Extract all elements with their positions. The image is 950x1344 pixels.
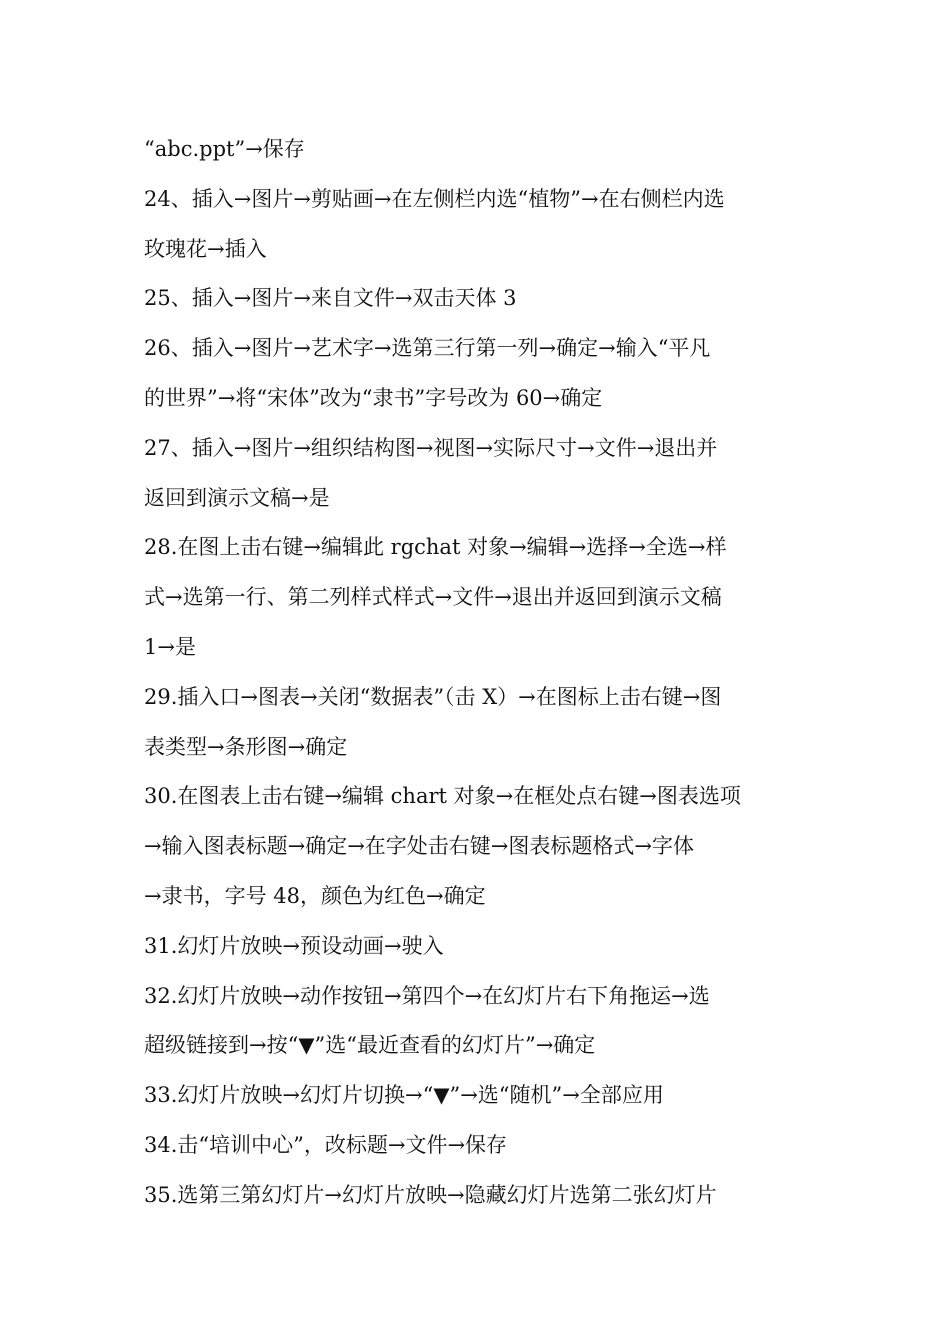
document-body [144, 125, 812, 1221]
text-line: →输入图表标题→确定→在字处击右键→图表标题格式→字体 [144, 834, 694, 859]
text-line: 27、插入→图片→组织结构图→视图→实际尺寸→文件→退出并 [144, 435, 718, 460]
text-line: 式→选第一行、第二列样式样式→文件→退出并返回到演示文稿 [144, 585, 722, 610]
text-line: 24、插入→图片→剪贴画→在左侧栏内选“植物”→在右侧栏内选 [144, 186, 725, 211]
text-line: 返回到演示文稿→是 [144, 485, 330, 510]
text-line: →隶书，字号 48，颜色为红色→确定 [144, 883, 486, 908]
text-line: 35.选第三第幻灯片→幻灯片放映→隐藏幻灯片选第二张幻灯片 [144, 1182, 717, 1207]
text-line: 25、插入→图片→来自文件→双击天体 3 [144, 286, 517, 311]
text-line: 33.幻灯片放映→幻灯片切换→“▼”→选“随机”→全部应用 [144, 1083, 664, 1108]
text-line: 32.幻灯片放映→动作按钮→第四个→在幻灯片右下角拖运→选 [144, 983, 710, 1008]
text-line: 26、插入→图片→艺术字→选第三行第一列→确定→输入“平凡 [144, 336, 711, 361]
text-line: 超级链接到→按“▼”选“最近查看的幻灯片”→确定 [144, 1033, 596, 1058]
text-line: 的世界”→将“宋体”改为“隶书”字号改为 60→确定 [144, 385, 603, 410]
text-line: 29.插入口→图表→关闭“数据表”（击 X）→在图标上击右键→图 [144, 684, 722, 709]
text-line: 30.在图表上击右键→编辑 chart 对象→在框处点右键→图表选项 [144, 784, 741, 809]
text-line: 31.幻灯片放映→预设动画→驶入 [144, 933, 444, 958]
text-line: “abc.ppt”→保存 [144, 137, 305, 161]
text-line: 玫瑰花→插入 [144, 236, 267, 261]
text-line: 28.在图上击右键→编辑此 rgchat 对象→编辑→选择→全选→样 [144, 535, 727, 560]
text-line: 34.击“培训中心”，改标题→文件→保存 [144, 1132, 508, 1157]
text-line: 1→是 [144, 634, 196, 659]
text-line: 表类型→条形图→确定 [144, 734, 348, 759]
